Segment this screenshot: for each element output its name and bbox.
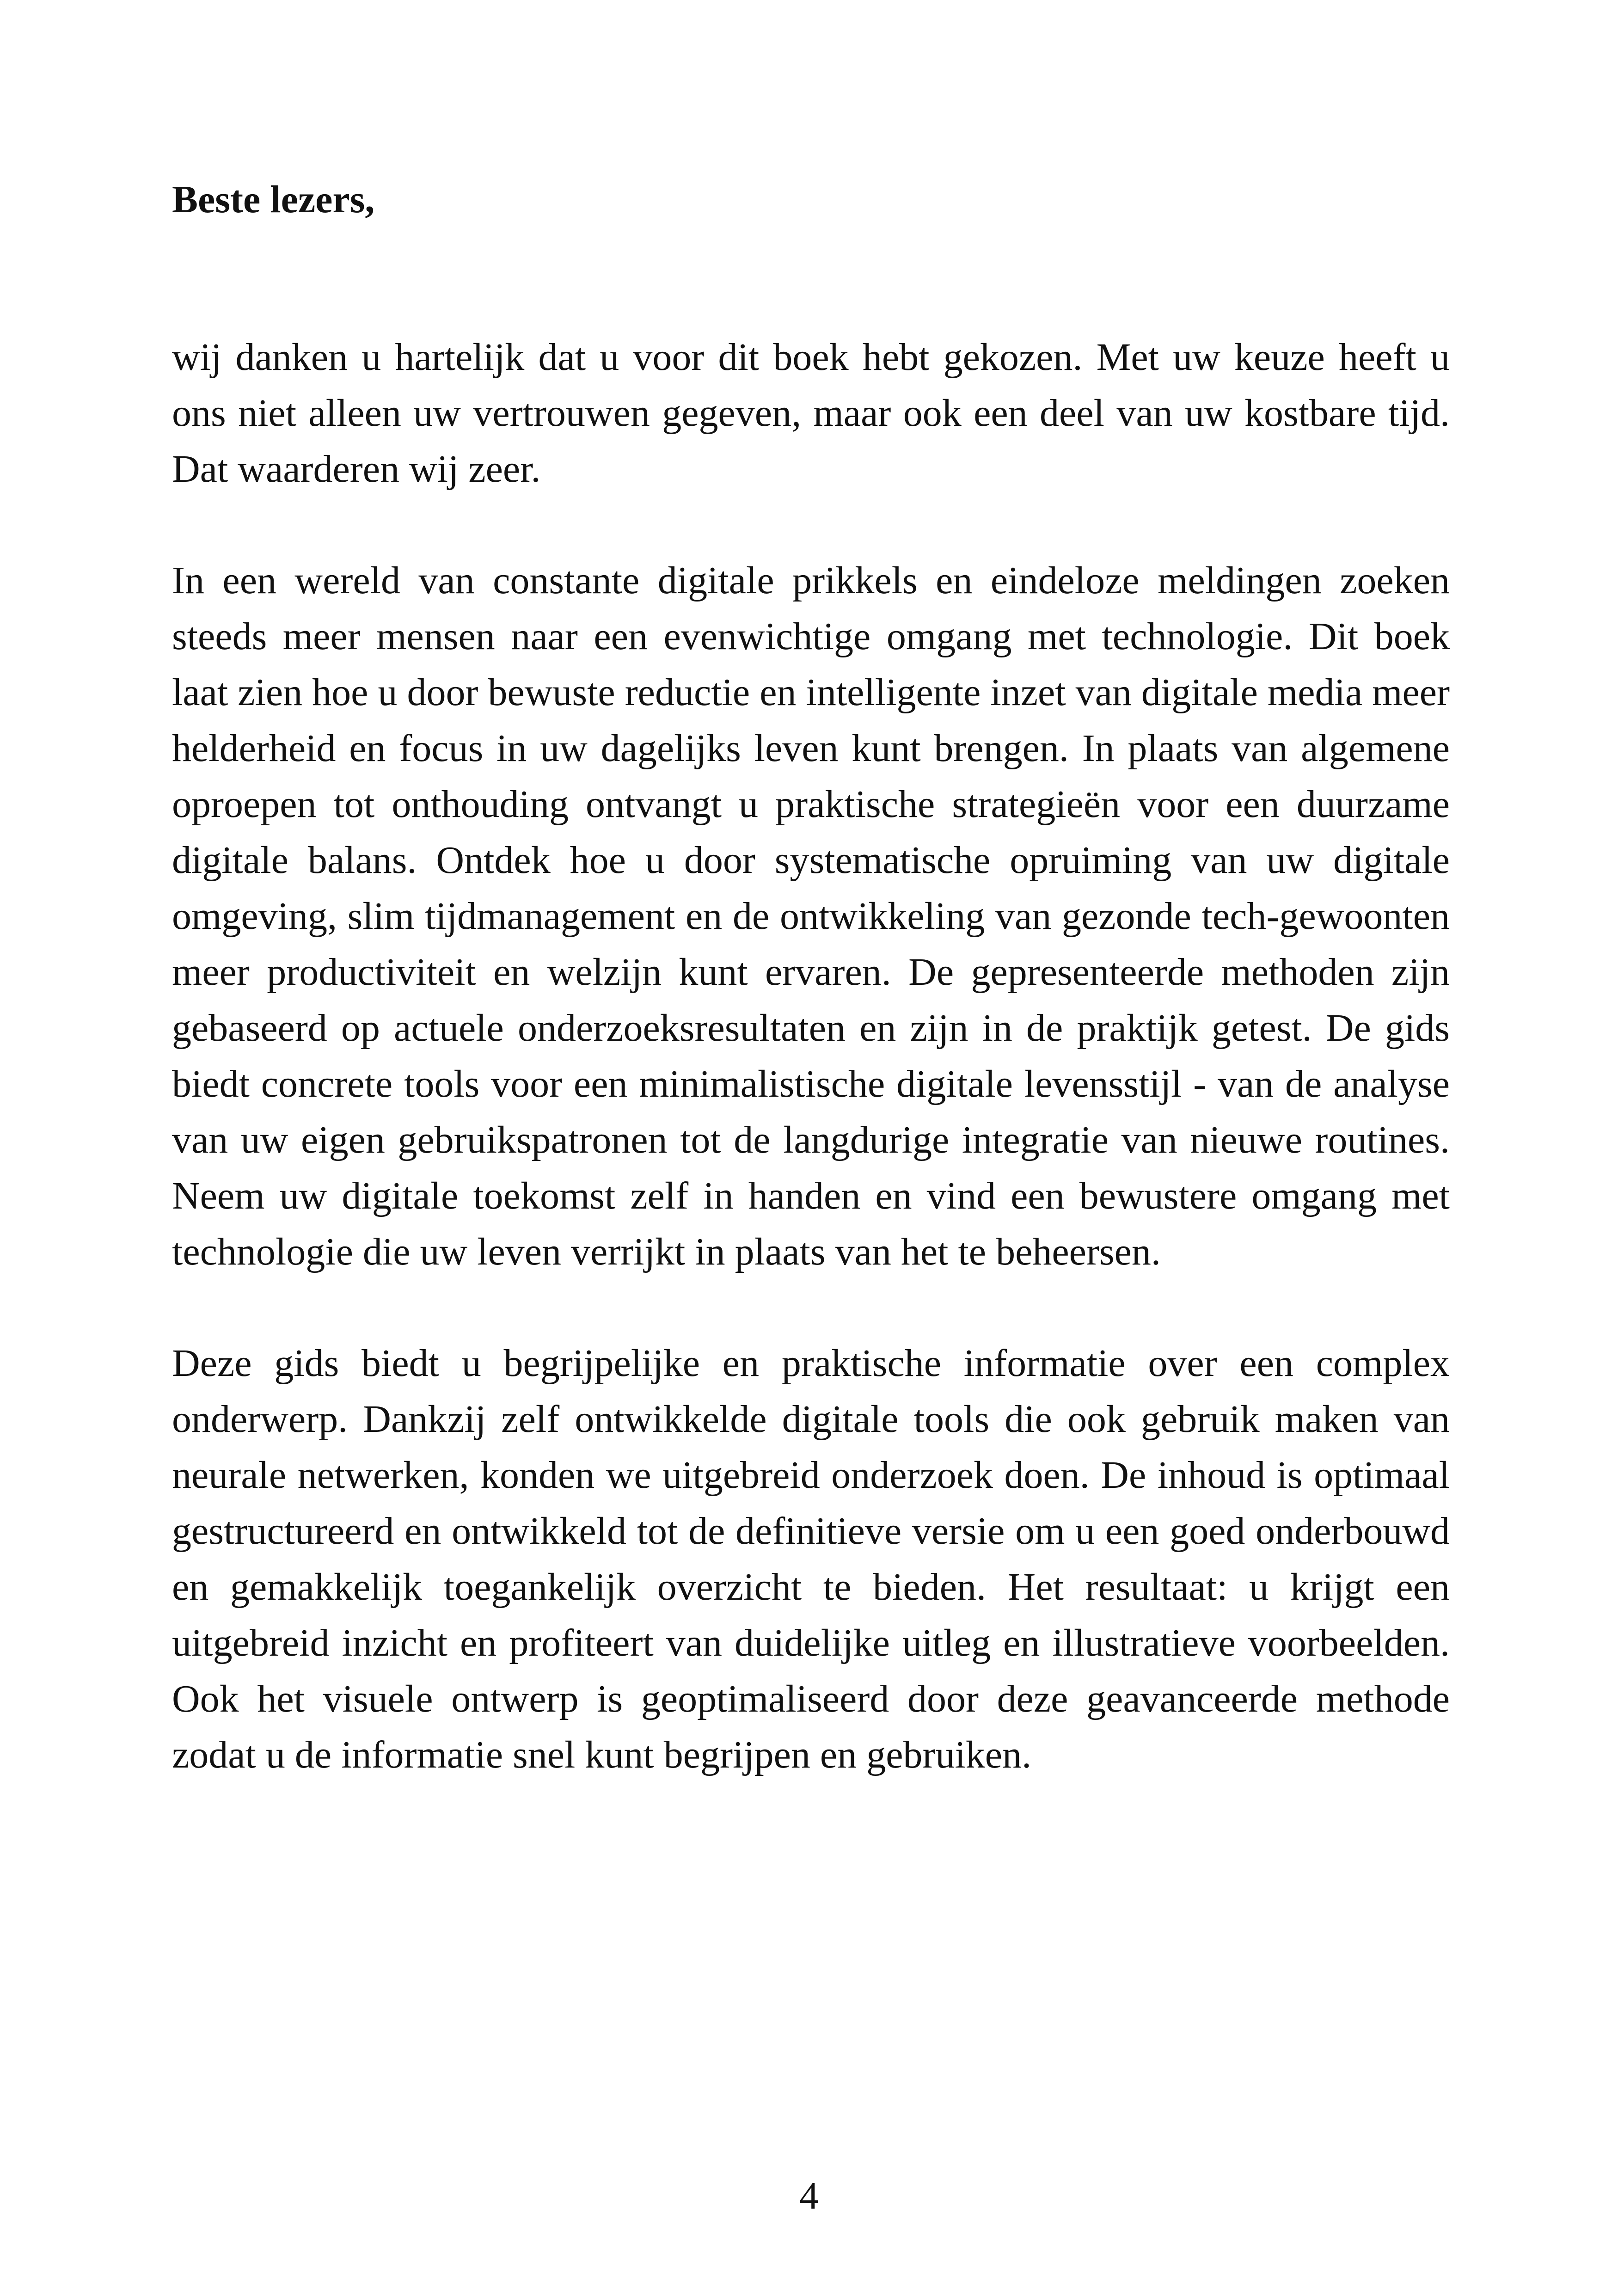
page-content — [172, 172, 1450, 1783]
paragraph-book-summary: In een wereld van constante digitale prikkels en eindeloze meldingen zoeken steeds meer mensen naar een evenwichtige omgang met technologie. Dit boek laat zien hoe u door bewuste reductie en intelligente inzet van digitale media meer helderheid en focus in uw dagelijks leven kunt brengen. In plaats van algemene oproepen tot onthouding ontvangt u praktische strategieën voor een duurzame digitale balans. Ontdek hoe u door systematische opruiming van uw digitale omgeving, slim tijdmanagement en de ontwikkeling van gezonde tech-gewoonten meer productiviteit en welzijn kunt ervaren. De gepresenteerde methoden zijn gebaseerd op actuele onderzoeksresultaten en zijn in de praktijk getest. De gids biedt concrete tools voor een minimalistische digitale levensstijl - van de analyse van uw eigen gebruikspatronen tot de langdurige integratie van nieuwe routines. Neem uw digitale toekomst zelf in handen en vind een bewustere omgang met technologie die uw leven verrijkt in plaats van het te beheersen. — [172, 559, 1450, 1273]
salutation: Beste lezers, — [172, 178, 375, 221]
page-number: 4 — [799, 2174, 819, 2217]
paragraph-thanks: wij danken u hartelijk dat u voor dit boek hebt gekozen. Met uw keuze heeft u ons niet alleen uw vertrouwen gegeven, maar ook een deel van uw kostbare tijd. Dat waarderen wij zeer. — [172, 336, 1450, 491]
paragraph-guide-info: Deze gids biedt u begrijpelijke en praktische informatie over een complex onderwerp. Dankzij zelf ontwikkelde digitale tools die ook gebruik maken van neurale netwerken, konden we uitgebreid onderzoek doen. De inhoud is optimaal gestructureerd en ontwikkeld tot de definitieve versie om u een goed onderbouwd en gemakkelijk toegankelijk overzicht te bieden. Het resultaat: u krijgt een uitgebreid inzicht en profiteert van duidelijke uitleg en illustratieve voorbeelden. Ook het visuele ontwerp is geoptimaliseerd door deze geavanceerde methode zodat u de informatie snel kunt begrijpen en gebruiken. — [172, 1342, 1450, 1776]
